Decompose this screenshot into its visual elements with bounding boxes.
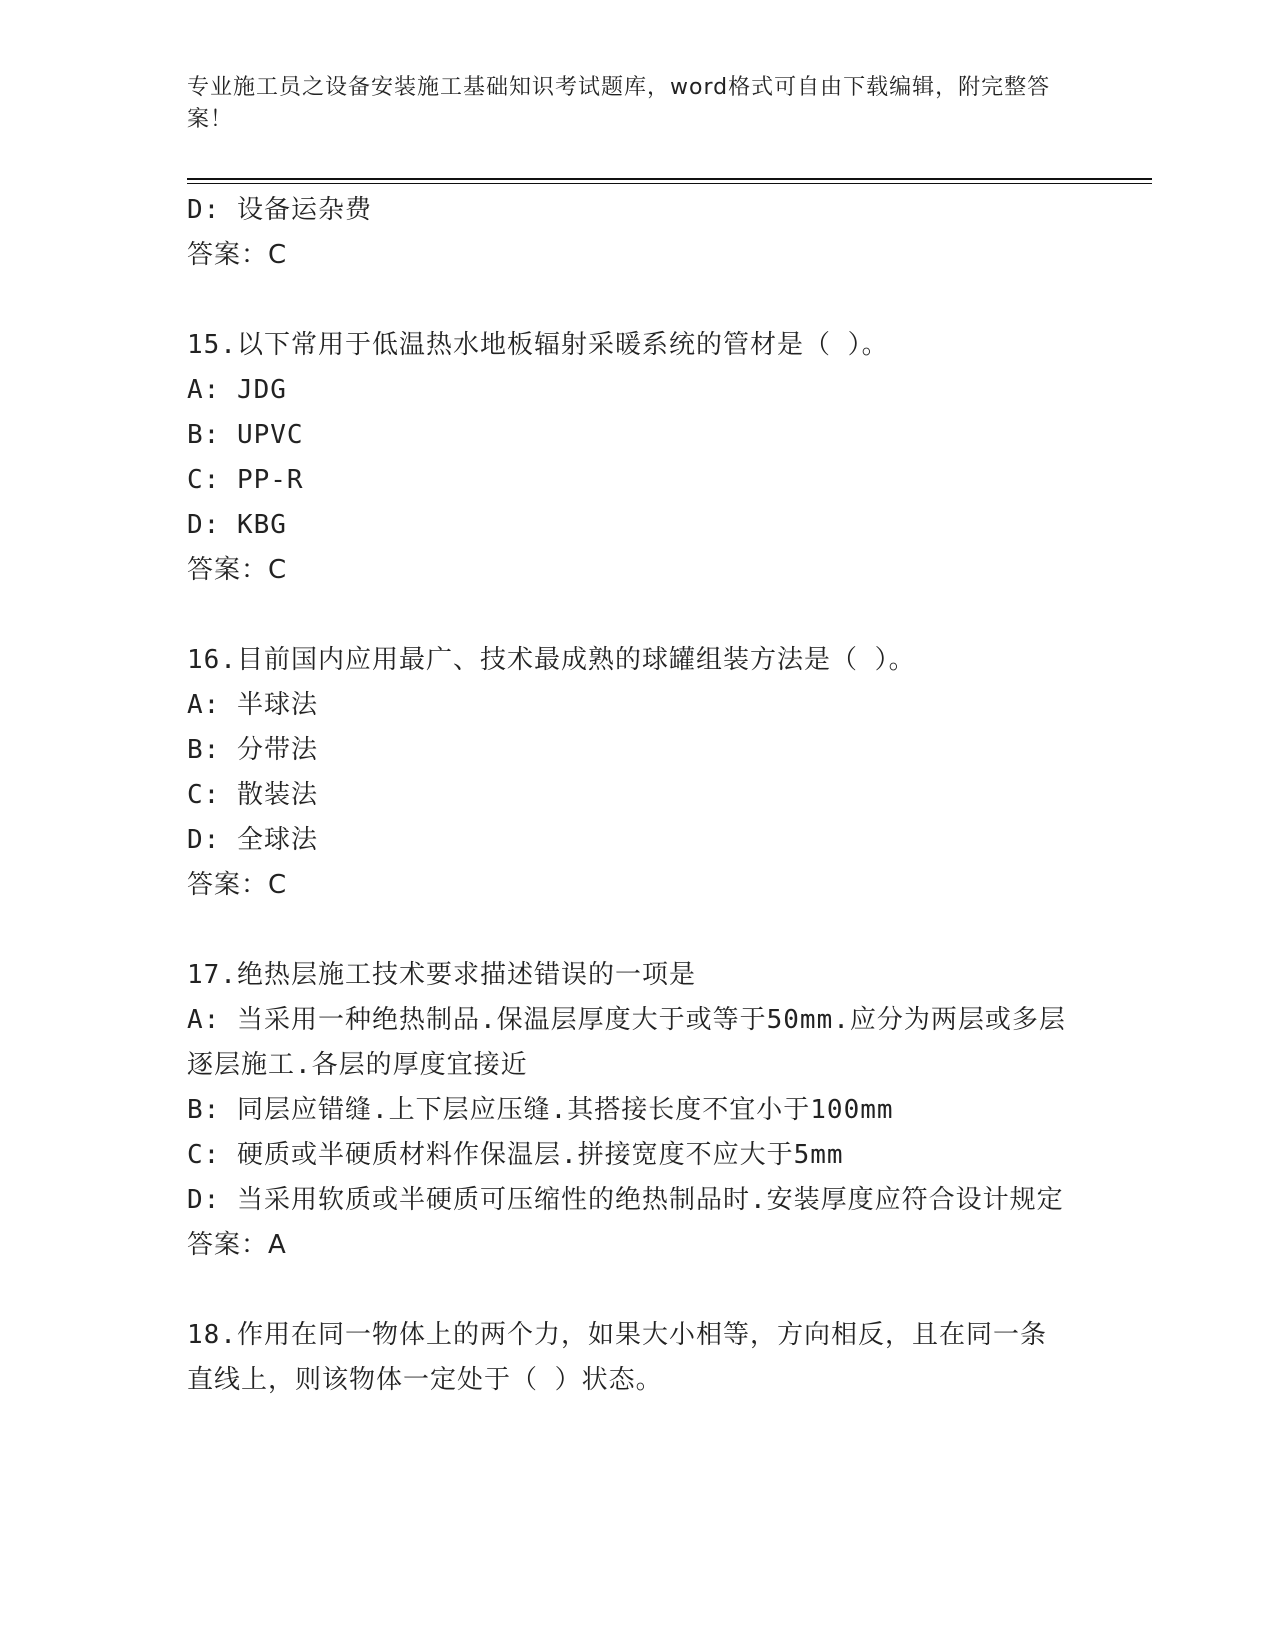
option-a: A: 半球法 <box>187 690 318 720</box>
header-divider-thick <box>187 178 1152 180</box>
spacer <box>187 1268 1087 1313</box>
question-15 <box>187 323 1087 593</box>
option-d: D: 当采用软质或半硬质可压缩性的绝热制品时.安装厚度应符合设计规定 <box>187 1185 1064 1215</box>
question-17 <box>187 953 1087 1268</box>
option-a: A: JDG <box>187 375 287 405</box>
option-d: D: KBG <box>187 510 287 540</box>
question-list <box>187 188 1087 1403</box>
question-18 <box>187 1313 1087 1403</box>
answer: 答案：C <box>187 870 288 900</box>
question-16 <box>187 638 1087 908</box>
spacer <box>187 908 1087 953</box>
question-stem: 17.绝热层施工技术要求描述错误的一项是 <box>187 960 696 990</box>
option-c: C: 散装法 <box>187 780 318 810</box>
option-b: B: UPVC <box>187 420 304 450</box>
option-b: B: 同层应错缝.上下层应压缝.其搭接长度不宜小于100mm <box>187 1095 894 1125</box>
option-c: C: 硬质或半硬质材料作保温层.拼接宽度不应大于5mm <box>187 1140 844 1170</box>
spacer <box>187 278 1087 323</box>
option-b: B: 分带法 <box>187 735 318 765</box>
document-header: 专业施工员之设备安装施工基础知识考试题库，word格式可自由下载编辑，附完整答案！ <box>187 75 1051 132</box>
spacer <box>187 593 1087 638</box>
answer: 答案：C <box>187 555 288 585</box>
question-stem: 16.目前国内应用最广、技术最成熟的球罐组装方法是（ ）。 <box>187 645 916 675</box>
question-stem: 15.以下常用于低温热水地板辐射采暖系统的管材是（ ）。 <box>187 330 889 360</box>
question-stem: 18.作用在同一物体上的两个力，如果大小相等，方向相反，且在同一条直线上，则该物体一定处于（ ）状态。 <box>187 1320 1047 1395</box>
option-d: D: 全球法 <box>187 825 318 855</box>
header-divider-thin <box>187 183 1152 184</box>
answer: 答案：A <box>187 1230 287 1260</box>
previous-question-tail <box>187 188 1087 278</box>
option-a: A: 当采用一种绝热制品.保温层厚度大于或等于50mm.应分为两层或多层逐层施工.各层的厚度宜接近 <box>187 1005 1066 1080</box>
option-d: D: 设备运杂费 <box>187 195 372 225</box>
option-c: C: PP-R <box>187 465 304 495</box>
answer: 答案：C <box>187 240 288 270</box>
